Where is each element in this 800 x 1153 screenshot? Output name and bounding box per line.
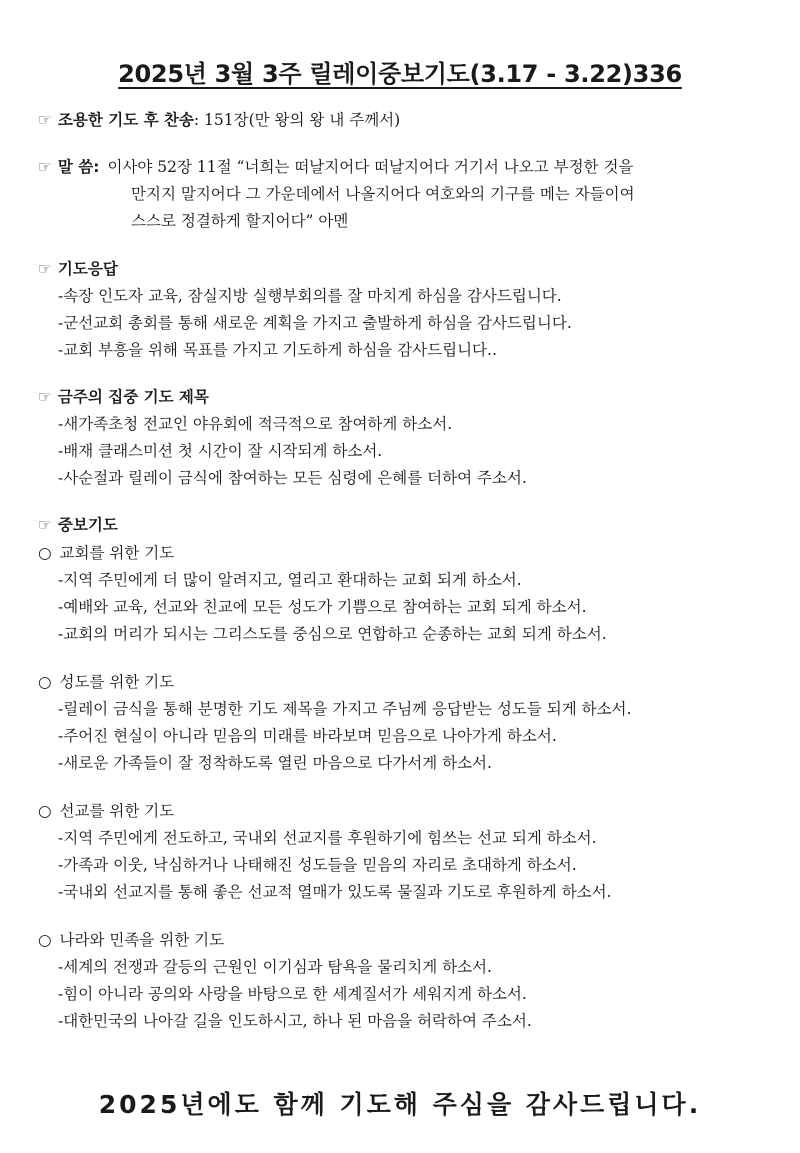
pointing-hand-icon: ☞: [38, 158, 52, 176]
list-item: -교회 부흥을 위해 목표를 가지고 기도하게 하심을 감사드립니다..: [58, 341, 497, 359]
hymn-label: 조용한 기도 후 찬송: [57, 111, 194, 129]
circle-bullet-icon: ○: [38, 802, 52, 820]
list-item: -지역 주민에게 더 많이 알려지고, 열리고 환대하는 교회 되게 하소서.: [58, 571, 522, 589]
hymn-text: : 151장(만 왕의 왕 내 주께서): [193, 111, 401, 129]
intercession-heading: [38, 515, 118, 535]
saints-heading: [38, 672, 174, 692]
pointing-hand-icon: ☞: [38, 260, 52, 278]
word-line-3: 스스로 정결하게 할지어다” 아멘: [131, 212, 349, 230]
nation-label: 나라와 민족을 위한 기도: [59, 931, 225, 949]
answers-label: 기도응답: [57, 260, 118, 278]
circle-bullet-icon: ○: [38, 544, 52, 562]
list-item: -주어진 현실이 아니라 믿음의 미래를 바라보며 믿음으로 나아가게 하소서.: [58, 727, 557, 745]
focus-heading: [38, 387, 209, 407]
circle-bullet-icon: ○: [38, 673, 52, 691]
list-item: -지역 주민에게 전도하고, 국내외 선교지를 후원하기에 힘쓰는 선교 되게 하소서.: [58, 829, 597, 847]
page-title: 2025년 3월 3주 릴레이중보기도(3.17 - 3.22)336: [118, 60, 682, 88]
answers-heading: [38, 259, 118, 279]
mission-label: 선교를 위한 기도: [59, 802, 175, 820]
closing-message: 2025년에도 함께 기도해 주심을 감사드립니다.: [98, 1090, 702, 1119]
list-item: -교회의 머리가 되시는 그리스도를 중심으로 연합하고 순종하는 교회 되게 하소서.: [58, 625, 607, 643]
list-item: -배재 클래스미션 첫 시간이 잘 시작되게 하소서.: [58, 442, 383, 460]
list-item: -국내외 선교지를 통해 좋은 선교적 열매가 있도록 물질과 기도로 후원하게 하소서.: [58, 883, 612, 901]
mission-heading: [38, 801, 174, 821]
list-item: -새로운 가족들이 잘 정착하도록 열린 마음으로 다가서게 하소서.: [58, 754, 492, 772]
list-item: -사순절과 릴레이 금식에 참여하는 모든 심령에 은혜를 더하여 주소서.: [58, 469, 527, 487]
word-line-2: 만지지 말지어다 그 가운데에서 나올지어다 여호와의 기구를 메는 자들이여: [131, 185, 635, 203]
circle-bullet-icon: ○: [38, 931, 52, 949]
list-item: -예배와 교육, 선교와 친교에 모든 성도가 기쁨으로 참여하는 교회 되게 하소서.: [58, 598, 587, 616]
list-item: -속장 인도자 교육, 잠실지방 실행부회의를 잘 마치게 하심을 감사드립니다.: [58, 287, 562, 305]
word-line: [38, 157, 633, 177]
nation-heading: [38, 930, 224, 950]
pointing-hand-icon: ☞: [38, 388, 52, 406]
list-item: -릴레이 금식을 통해 분명한 기도 제목을 가지고 주님께 응답받는 성도들 되게 하소서.: [58, 700, 632, 718]
church-label: 교회를 위한 기도: [59, 544, 175, 562]
church-heading: [38, 543, 174, 563]
pointing-hand-icon: ☞: [38, 516, 52, 534]
saints-label: 성도를 위한 기도: [59, 673, 175, 691]
list-item: -가족과 이웃, 낙심하거나 나태해진 성도들을 믿음의 자리로 초대하게 하소서.: [58, 856, 577, 874]
focus-label: 금주의 집중 기도 제목: [57, 388, 209, 406]
list-item: -대한민국의 나아갈 길을 인도하시고, 하나 된 마음을 허락하여 주소서.: [58, 1012, 532, 1030]
pointing-hand-icon: ☞: [38, 111, 52, 129]
list-item: -군선교회 총회를 통해 새로운 계획을 가지고 출발하게 하심을 감사드립니다.: [58, 314, 572, 332]
list-item: -세계의 전쟁과 갈등의 근원인 이기심과 탐욕을 물리치게 하소서.: [58, 958, 492, 976]
intercession-label: 중보기도: [57, 516, 118, 534]
hymn-line: [38, 110, 400, 130]
list-item: -새가족초청 전교인 야유회에 적극적으로 참여하게 하소서.: [58, 415, 453, 433]
list-item: -힘이 아니라 공의와 사랑을 바탕으로 한 세계질서가 세워지게 하소서.: [58, 985, 527, 1003]
word-label: 말 씀:: [57, 158, 100, 176]
word-line-1: 이사야 52장 11절 “너희는 떠날지어다 떠날지어다 거기서 나오고 부정한 것을: [107, 158, 634, 176]
